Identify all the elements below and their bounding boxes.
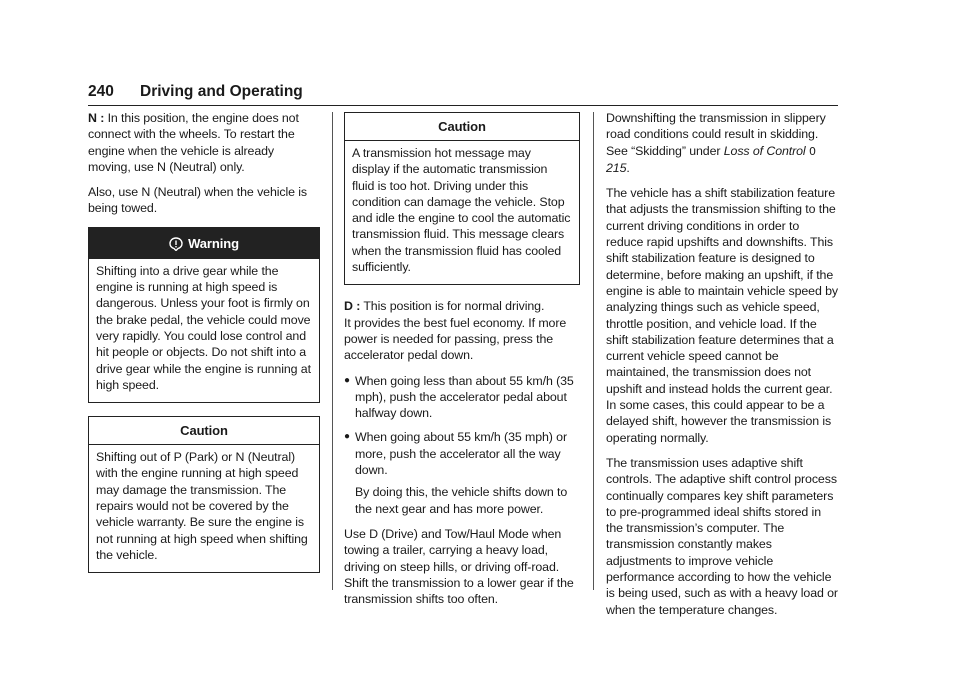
bullet-text-2: When going about 55 km/h (35 mph) or more, push the accelerator all the way down. [355,430,567,478]
bullet-sub-text: By doing this, the vehicle shifts down to the next gear and has more power. [355,485,568,516]
warning-box [88,227,320,403]
caution-body-2: A transmission hot message may display if the automatic transmission fluid is too hot. Driving under this condition can damage the vehicle. Stop and idle the engine to cool the automatic transmission fluid. This message clears when the transmission fluid has cooled sufficiently. [352,146,571,275]
column-divider-right [593,112,594,590]
list-item: ● When going less than about 55 km/h (35 mph), push the accelerator pedal about halfway down. [344,373,574,421]
column-1 [88,110,320,586]
skidding-text: Downshifting the transmission in slippery road conditions could result in skidding. See “Skidding” under [606,111,826,158]
caution-box-2 [344,112,580,285]
caution-box-1 [88,416,320,573]
warning-header [89,228,319,259]
shift-stabilization-paragraph: The vehicle has a shift stabilization feature that adjusts the transmission shifting to the current driving conditions in order to reduce rapid upshifts and downshifts. This shift stabilization feature is designed to determine, before making an upshift, if the engine is able to maintain vehicle speed by analyzing things such as vehicle speed, throttle position, and vehicle load. If the shift stabilization feature determines that a current vehicle speed cannot be maintained, the transmission does not upshift and instead holds the current gear. In some cases, this could appear to be a delayed shift, however the transmission is operating normally. [606,186,838,445]
adaptive-shift-paragraph: The transmission uses adaptive shift controls. The adaptive shift control process continually compares key shift parameters to pre-programmed ideal shifts stored in the transmission’s computer. The transmission constantly makes adjustments to improve vehicle performance according to how the vehicle is being used, such as with a heavy load or when the temperature changes. [606,455,838,617]
loss-of-control-ref: Loss of Control [723,143,806,158]
bullet-text-1: When going less than about 55 km/h (35 mph), push the accelerator pedal about halfway down. [355,373,574,421]
caution-title-1: Caution [89,417,319,445]
drive-text: This position is for normal driving. [363,299,545,314]
tow-haul-paragraph: Use D (Drive) and Tow/Haul Mode when towing a trailer, carrying a heavy load, driving on steep hills, or driving off-road. Shift the transmission to a lower gear if the transmission shifts too often. [344,526,574,607]
column-2 [344,110,580,616]
section-title: Driving and Operating [140,83,303,100]
page-number: 240 [88,83,114,100]
caution-body-1: Shifting out of P (Park) or N (Neutral) with the engine running at high speed may damage the transmission. The repairs would not be covered by the vehicle warranty. Be sure the engine is not running at high speed when shifting the vehicle. [96,450,308,562]
neutral-label: N : [88,111,105,125]
column-divider-left [332,112,333,590]
page-header [88,83,838,106]
page-ref-arrow-icon: 0 [808,144,816,158]
list-item: ● When going about 55 km/h (35 mph) or more, push the accelerator all the way down. By doing this, the vehicle shifts down to the next gear and has more power. [344,429,580,516]
skidding-paragraph: Downshifting the transmission in slippery road conditions could result in skidding. See “Skidding” under Loss of Control 0 215. [606,111,826,175]
column-3 [606,110,838,627]
drive-paragraph [344,298,580,314]
neutral-text: In this position, the engine does not connect with the wheels. To restart the engine when the vehicle is already moving, use N (Neutral) only. [88,111,299,174]
warning-body: Shifting into a drive gear while the engine is running at high speed is dangerous. Unless your foot is firmly on the brake pedal, the vehicle could move very rapidly. You could lose control and hit people or objects. Do not shift into a drive gear while the engine is running at high speed. [96,263,311,392]
drive-bullet-list [344,373,580,517]
warning-title: Warning [188,235,239,251]
drive-label: D : [344,299,361,314]
page-ref-number: 215 [606,160,627,175]
towing-paragraph: Also, use N (Neutral) when the vehicle is being towed. [88,185,308,216]
caution-title-2: Caution [345,113,579,141]
drive-paragraph-2: It provides the best fuel economy. If more power is needed for passing, press the accelerator pedal down. [344,315,567,363]
neutral-paragraph [88,110,320,175]
warning-icon [169,231,183,262]
